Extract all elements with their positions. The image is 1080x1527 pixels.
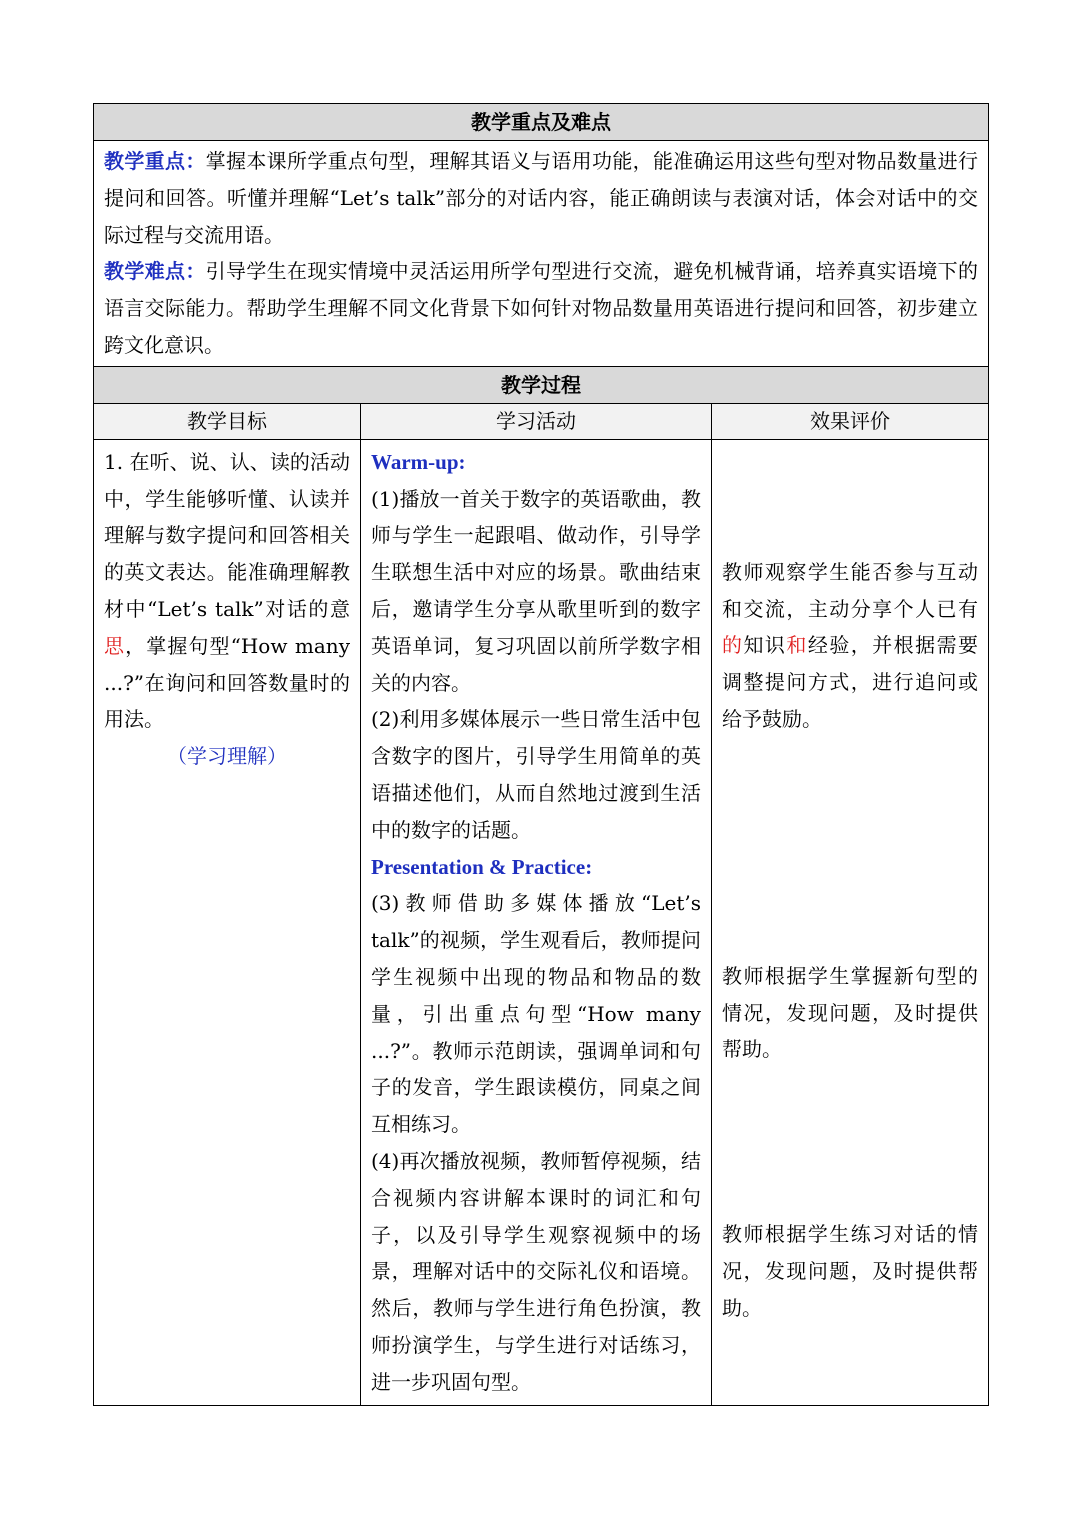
lesson-plan-table <box>93 103 989 1406</box>
warmup-title: Warm-up: <box>371 449 466 474</box>
difficulty-label: 教学难点： <box>104 259 206 284</box>
activity-step-3: (3)教师借助多媒体播放“Let’s talk”的视频，学生观看后，教师提问学生视频中出现的物品和物品的数量，引出重点句型“How many ...?”。教师示范朗读，强调单词和句子的发音，学生跟读模仿，同桌之间互相练习。 <box>371 891 701 1137</box>
focus-difficulty-cell <box>94 141 989 367</box>
objective-text: 1. 在听、说、认、读的活动中，学生能够听懂、认读并理解与数字提问和回答相关的英文表达。能准确理解教材中“Let’s talk”对话的意思，掌握句型“How many ...?”在询问和回答数量时的用法。 <box>104 449 350 732</box>
objective-tag: （学习理解） <box>167 744 287 769</box>
section-header-process: 教学过程 <box>94 366 989 403</box>
column-header-activity: 学习活动 <box>361 403 712 439</box>
key-points-paragraph <box>104 143 978 253</box>
column-header-evaluation: 效果评价 <box>712 403 989 439</box>
activity-step-2: (2)利用多媒体展示一些日常生活中包含数字的图片，引导学生用简单的英语描述他们，从而自然地过渡到生活中的数字的话题。 <box>371 707 701 842</box>
evaluation-1: 教师观察学生能否参与互动和交流，主动分享个人已有的知识和经验，并根据需要调整提问方式，进行追问或给予鼓励。 <box>722 559 979 731</box>
difficulty-paragraph <box>104 253 978 363</box>
activity-step-1: (1)播放一首关于数字的英语歌曲，教师与学生一起跟唱、做动作，引导学生联想生活中对应的场景。歌曲结束后，邀请学生分享从歌里听到的数字英语单词，复习巩固以前所学数字相关的内容。 <box>371 486 701 695</box>
evaluation-cell <box>712 439 989 1405</box>
activity-step-4: (4)再次播放视频，教师暂停视频，结合视频内容讲解本课时的词汇和句子，以及引导学生观察视频中的场景，理解对话中的交际礼仪和语境。然后，教师与学生进行角色扮演，教师扮演学生，与学生进行对话练习，进一步巩固句型。 <box>371 1148 701 1394</box>
column-header-objective: 教学目标 <box>94 403 361 439</box>
evaluation-2: 教师根据学生掌握新句型的情况，发现问题，及时提供帮助。 <box>722 963 978 1062</box>
section-header-focus: 教学重点及难点 <box>94 104 989 141</box>
key-points-text: 掌握本课所学重点句型，理解其语义与语用功能，能准确运用这些句型对物品数量进行提问和回答。听懂并理解“Let’s talk”部分的对话内容，能正确朗读与表演对话，体会对话中的交际过程与交流用语。 <box>104 149 979 247</box>
presentation-title: Presentation & Practice: <box>371 854 593 879</box>
key-points-label: 教学重点： <box>104 149 206 173</box>
objective-cell <box>94 439 361 1405</box>
evaluation-3: 教师根据学生练习对话的情况，发现问题，及时提供帮助。 <box>722 1222 978 1320</box>
difficulty-text: 引导学生在现实情境中灵活运用所学句型进行交流，避免机械背诵，培养真实语境下的语言交际能力。帮助学生理解不同文化背景下如何针对物品数量用英语进行提问和回答，初步建立跨文化意识。 <box>104 259 979 357</box>
activity-cell <box>361 439 712 1405</box>
